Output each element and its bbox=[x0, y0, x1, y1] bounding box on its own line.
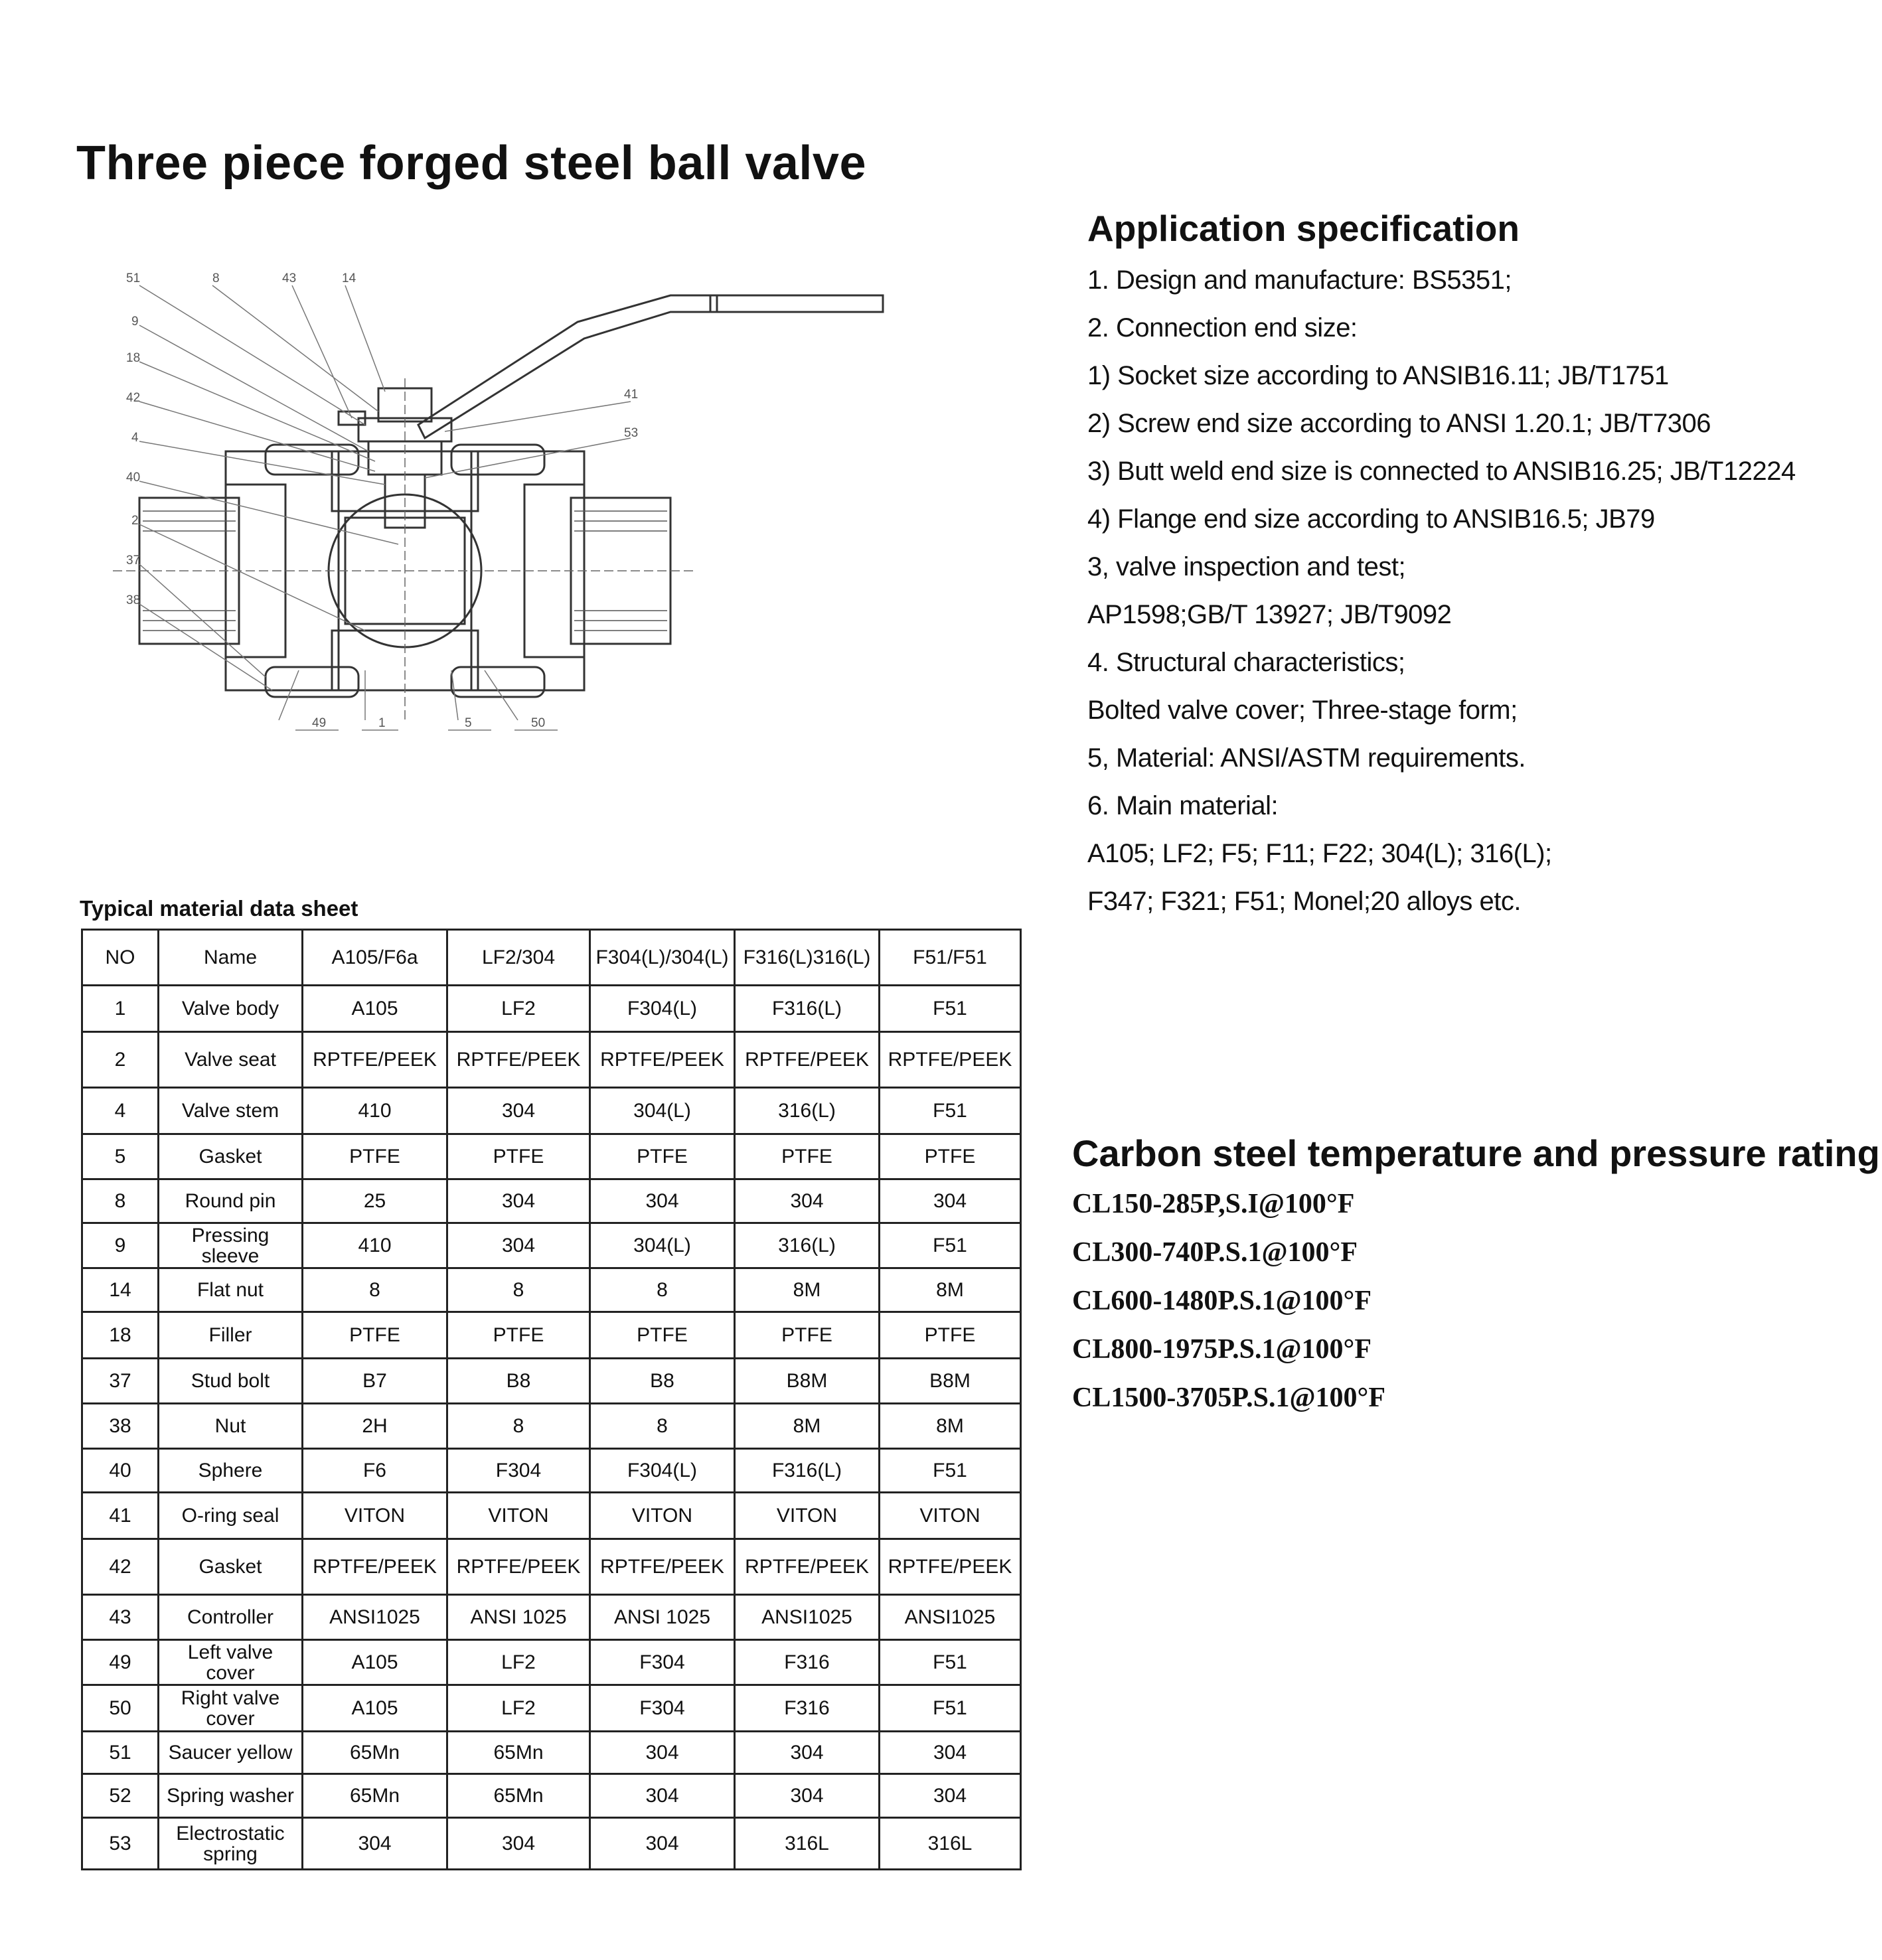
table-cell: F316(L) bbox=[735, 986, 880, 1032]
spec-line: F347; F321; F51; Monel;20 alloys etc. bbox=[1087, 887, 1521, 916]
table-cell: LF2 bbox=[447, 986, 590, 1032]
table-cell: 37 bbox=[82, 1359, 159, 1404]
callout-label: 14 bbox=[342, 271, 356, 285]
table-cell: B8 bbox=[590, 1359, 735, 1404]
table-cell: 304 bbox=[590, 1774, 735, 1818]
table-cell: Saucer yellow bbox=[159, 1732, 303, 1774]
table-cell: PTFE bbox=[447, 1134, 590, 1179]
table-cell: ANSI1025 bbox=[303, 1595, 447, 1640]
table-cell: 304 bbox=[303, 1818, 447, 1870]
table-cell: 316(L) bbox=[735, 1088, 880, 1134]
spec-line: 3, valve inspection and test; bbox=[1087, 552, 1406, 581]
table-cell: RPTFE/PEEK bbox=[880, 1539, 1021, 1595]
table-cell: Gasket bbox=[159, 1134, 303, 1179]
table-cell: 304 bbox=[447, 1179, 590, 1223]
table-cell: 304 bbox=[880, 1179, 1021, 1223]
table-cell: 316L bbox=[735, 1818, 880, 1870]
table-cell: ANSI 1025 bbox=[590, 1595, 735, 1640]
table-cell: 304 bbox=[447, 1223, 590, 1268]
table-cell: VITON bbox=[303, 1493, 447, 1539]
table-cell: RPTFE/PEEK bbox=[303, 1539, 447, 1595]
table-cell: 304 bbox=[590, 1818, 735, 1870]
callout-label: 40 bbox=[126, 471, 141, 485]
table-header-cell: LF2/304 bbox=[447, 930, 590, 986]
rating-line: CL1500-3705P.S.1@100°F bbox=[1072, 1383, 1386, 1413]
table-cell: Gasket bbox=[159, 1539, 303, 1595]
table-cell: 304 bbox=[447, 1818, 590, 1870]
page-title: Three piece forged steel ball valve bbox=[76, 137, 866, 190]
table-cell: Nut bbox=[159, 1404, 303, 1449]
table-row bbox=[82, 1223, 1021, 1268]
spec-line: 1) Socket size according to ANSIB16.11; JB/T1751 bbox=[1087, 361, 1669, 390]
callout-label: 50 bbox=[531, 716, 546, 730]
table-cell: Stud bolt bbox=[159, 1359, 303, 1404]
table-cell: RPTFE/PEEK bbox=[303, 1032, 447, 1088]
spec-line: 4) Flange end size according to ANSIB16.5; JB79 bbox=[1087, 504, 1655, 534]
table-cell: 5 bbox=[82, 1134, 159, 1179]
spec-line: 6. Main material: bbox=[1087, 791, 1279, 820]
table-cell: O-ring seal bbox=[159, 1493, 303, 1539]
rating-heading: Carbon steel temperature and pressure rating bbox=[1072, 1132, 1880, 1174]
table-cell: RPTFE/PEEK bbox=[447, 1539, 590, 1595]
table-cell: ANSI1025 bbox=[735, 1595, 880, 1640]
table-cell: 38 bbox=[82, 1404, 159, 1449]
table-cell: 8 bbox=[590, 1268, 735, 1312]
callout-label: 49 bbox=[312, 716, 327, 730]
table-cell: F304 bbox=[590, 1640, 735, 1685]
table-cell: Valve seat bbox=[159, 1032, 303, 1088]
table-cell: F316 bbox=[735, 1640, 880, 1685]
rating-line: CL600-1480P.S.1@100°F bbox=[1072, 1286, 1372, 1316]
callout-label: 4 bbox=[131, 431, 139, 445]
table-row bbox=[82, 1685, 1021, 1732]
table-row bbox=[82, 1134, 1021, 1179]
table-cell: 316(L) bbox=[735, 1223, 880, 1268]
table-cell: 2 bbox=[82, 1032, 159, 1088]
spec-line: 4. Structural characteristics; bbox=[1087, 648, 1405, 677]
table-cell: 41 bbox=[82, 1493, 159, 1539]
table-cell: ANSI 1025 bbox=[447, 1595, 590, 1640]
table-cell: 18 bbox=[82, 1312, 159, 1359]
table-cell: PTFE bbox=[735, 1312, 880, 1359]
spec-line: Bolted valve cover; Three-stage form; bbox=[1087, 696, 1518, 725]
table-header-cell: F51/F51 bbox=[880, 930, 1021, 986]
spec-line: 5, Material: ANSI/ASTM requirements. bbox=[1087, 743, 1526, 773]
table-cell: 4 bbox=[82, 1088, 159, 1134]
table-cell: 50 bbox=[82, 1685, 159, 1732]
table-row bbox=[82, 1179, 1021, 1223]
table-cell: 52 bbox=[82, 1774, 159, 1818]
callout-label: 5 bbox=[465, 716, 472, 730]
table-cell: F316(L) bbox=[735, 1449, 880, 1493]
callout-label: 38 bbox=[126, 593, 141, 607]
callout-label: 53 bbox=[624, 426, 639, 440]
table-cell: 65Mn bbox=[447, 1732, 590, 1774]
spec-line: A105; LF2; F5; F11; F22; 304(L); 316(L); bbox=[1087, 839, 1552, 868]
table-cell: Pressing sleeve bbox=[159, 1223, 303, 1268]
table-cell: 304 bbox=[735, 1774, 880, 1818]
table-cell: 410 bbox=[303, 1088, 447, 1134]
table-cell: 8 bbox=[590, 1404, 735, 1449]
table-row bbox=[82, 1359, 1021, 1404]
callout-label: 37 bbox=[126, 554, 141, 567]
table-cell: PTFE bbox=[303, 1312, 447, 1359]
valve-cross-section-diagram bbox=[113, 259, 903, 750]
table-cell: F51 bbox=[880, 986, 1021, 1032]
table-cell: 51 bbox=[82, 1732, 159, 1774]
table-cell: A105 bbox=[303, 1685, 447, 1732]
table-cell: F304 bbox=[590, 1685, 735, 1732]
table-row bbox=[82, 1818, 1021, 1870]
table-cell: 304(L) bbox=[590, 1088, 735, 1134]
spec-line: AP1598;GB/T 13927; JB/T9092 bbox=[1087, 600, 1452, 629]
spec-line: 1. Design and manufacture: BS5351; bbox=[1087, 265, 1512, 295]
table-cell: PTFE bbox=[590, 1134, 735, 1179]
table-row bbox=[82, 1449, 1021, 1493]
table-cell: LF2 bbox=[447, 1685, 590, 1732]
table-cell: 8 bbox=[447, 1268, 590, 1312]
rating-line: CL300-740P.S.1@100°F bbox=[1072, 1237, 1358, 1268]
table-row bbox=[82, 1312, 1021, 1359]
table-cell: 304 bbox=[880, 1732, 1021, 1774]
table-cell: LF2 bbox=[447, 1640, 590, 1685]
table-cell: PTFE bbox=[880, 1312, 1021, 1359]
table-cell: Round pin bbox=[159, 1179, 303, 1223]
callout-label: 8 bbox=[212, 271, 220, 285]
table-cell: 49 bbox=[82, 1640, 159, 1685]
table-cell: RPTFE/PEEK bbox=[590, 1032, 735, 1088]
table-cell: RPTFE/PEEK bbox=[880, 1032, 1021, 1088]
table-row bbox=[82, 1088, 1021, 1134]
table-cell: F51 bbox=[880, 1449, 1021, 1493]
table-header-cell: Name bbox=[159, 930, 303, 986]
callout-label: 9 bbox=[131, 315, 139, 329]
table-cell: B8 bbox=[447, 1359, 590, 1404]
table-cell: 8 bbox=[82, 1179, 159, 1223]
table-cell: F316 bbox=[735, 1685, 880, 1732]
table-caption: Typical material data sheet bbox=[80, 896, 358, 921]
table-cell: 25 bbox=[303, 1179, 447, 1223]
spec-line: 2) Screw end size according to ANSI 1.20.1; JB/T7306 bbox=[1087, 409, 1711, 438]
table-cell: RPTFE/PEEK bbox=[735, 1032, 880, 1088]
table-cell: 2H bbox=[303, 1404, 447, 1449]
table-cell: F51 bbox=[880, 1640, 1021, 1685]
table-header-cell: A105/F6a bbox=[303, 930, 447, 986]
table-cell: F304(L) bbox=[590, 986, 735, 1032]
table-header-cell: NO bbox=[82, 930, 159, 986]
table-cell: Electrostatic spring bbox=[159, 1818, 303, 1870]
table-cell: 65Mn bbox=[447, 1774, 590, 1818]
callout-label: 1 bbox=[378, 716, 386, 730]
callout-label: 2 bbox=[131, 514, 139, 528]
table-cell: A105 bbox=[303, 1640, 447, 1685]
callout-label: 42 bbox=[126, 391, 141, 405]
table-cell: 304(L) bbox=[590, 1223, 735, 1268]
table-cell: VITON bbox=[735, 1493, 880, 1539]
table-cell: 8M bbox=[880, 1268, 1021, 1312]
callout-label: 18 bbox=[126, 351, 141, 365]
spec-line: 3) Butt weld end size is connected to ANSIB16.25; JB/T12224 bbox=[1087, 457, 1796, 486]
table-cell: Valve body bbox=[159, 986, 303, 1032]
table-cell: 8 bbox=[303, 1268, 447, 1312]
table-cell: 1 bbox=[82, 986, 159, 1032]
table-cell: RPTFE/PEEK bbox=[735, 1539, 880, 1595]
table-cell: A105 bbox=[303, 986, 447, 1032]
table-row bbox=[82, 1268, 1021, 1312]
table-cell: PTFE bbox=[590, 1312, 735, 1359]
table-cell: F304 bbox=[447, 1449, 590, 1493]
table-cell: 8 bbox=[447, 1404, 590, 1449]
callout-label: 43 bbox=[282, 271, 297, 285]
table-cell: 14 bbox=[82, 1268, 159, 1312]
table-cell: B8M bbox=[735, 1359, 880, 1404]
table-cell: VITON bbox=[590, 1493, 735, 1539]
table-cell: PTFE bbox=[447, 1312, 590, 1359]
table-cell: Valve stem bbox=[159, 1088, 303, 1134]
material-data-table bbox=[81, 929, 1022, 1870]
rating-line: CL800-1975P.S.1@100°F bbox=[1072, 1334, 1372, 1365]
application-specification bbox=[1087, 207, 1857, 925]
table-cell: Filler bbox=[159, 1312, 303, 1359]
spec-line: 2. Connection end size: bbox=[1087, 313, 1358, 342]
table-cell: 8M bbox=[735, 1268, 880, 1312]
table-cell: 304 bbox=[735, 1179, 880, 1223]
table-cell: 410 bbox=[303, 1223, 447, 1268]
table-cell: Right valve cover bbox=[159, 1685, 303, 1732]
table-cell: 65Mn bbox=[303, 1774, 447, 1818]
table-cell: ANSI1025 bbox=[880, 1595, 1021, 1640]
table-cell: B8M bbox=[880, 1359, 1021, 1404]
table-cell: 40 bbox=[82, 1449, 159, 1493]
table-header-cell: F316(L)316(L) bbox=[735, 930, 880, 986]
table-row bbox=[82, 1539, 1021, 1595]
application-heading: Application specification bbox=[1087, 208, 1520, 249]
table-cell: 42 bbox=[82, 1539, 159, 1595]
table-cell: 304 bbox=[590, 1732, 735, 1774]
table-row bbox=[82, 986, 1021, 1032]
table-cell: 304 bbox=[880, 1774, 1021, 1818]
table-row bbox=[82, 1640, 1021, 1685]
table-cell: Sphere bbox=[159, 1449, 303, 1493]
table-header-row bbox=[82, 930, 1021, 986]
table-cell: PTFE bbox=[735, 1134, 880, 1179]
table-cell: 9 bbox=[82, 1223, 159, 1268]
table-cell: F6 bbox=[303, 1449, 447, 1493]
table-row bbox=[82, 1732, 1021, 1774]
table-cell: 65Mn bbox=[303, 1732, 447, 1774]
table-row bbox=[82, 1032, 1021, 1088]
table-cell: 304 bbox=[447, 1088, 590, 1134]
table-cell: F304(L) bbox=[590, 1449, 735, 1493]
table-cell: 8M bbox=[735, 1404, 880, 1449]
table-cell: Spring washer bbox=[159, 1774, 303, 1818]
table-cell: Flat nut bbox=[159, 1268, 303, 1312]
table-row bbox=[82, 1774, 1021, 1818]
table-cell: Controller bbox=[159, 1595, 303, 1640]
table-row bbox=[82, 1404, 1021, 1449]
table-cell: 316L bbox=[880, 1818, 1021, 1870]
diagram-callouts bbox=[126, 271, 638, 730]
rating-line: CL150-285P,S.I@100°F bbox=[1072, 1189, 1355, 1219]
callout-label: 51 bbox=[126, 271, 141, 285]
table-cell: VITON bbox=[447, 1493, 590, 1539]
table-cell: VITON bbox=[880, 1493, 1021, 1539]
table-cell: RPTFE/PEEK bbox=[590, 1539, 735, 1595]
table-cell: 304 bbox=[590, 1179, 735, 1223]
table-cell: Left valve cover bbox=[159, 1640, 303, 1685]
table-cell: 43 bbox=[82, 1595, 159, 1640]
table-cell: RPTFE/PEEK bbox=[447, 1032, 590, 1088]
table-cell: F51 bbox=[880, 1088, 1021, 1134]
table-cell: F51 bbox=[880, 1223, 1021, 1268]
pressure-rating bbox=[1072, 1132, 1880, 1422]
table-cell: B7 bbox=[303, 1359, 447, 1404]
table-row bbox=[82, 1595, 1021, 1640]
table-cell: PTFE bbox=[303, 1134, 447, 1179]
table-cell: 8M bbox=[880, 1404, 1021, 1449]
table-cell: F51 bbox=[880, 1685, 1021, 1732]
table-cell: 304 bbox=[735, 1732, 880, 1774]
callout-label: 41 bbox=[624, 388, 639, 402]
table-cell: PTFE bbox=[880, 1134, 1021, 1179]
table-header-cell: F304(L)/304(L) bbox=[590, 930, 735, 986]
table-row bbox=[82, 1493, 1021, 1539]
table-cell: 53 bbox=[82, 1818, 159, 1870]
